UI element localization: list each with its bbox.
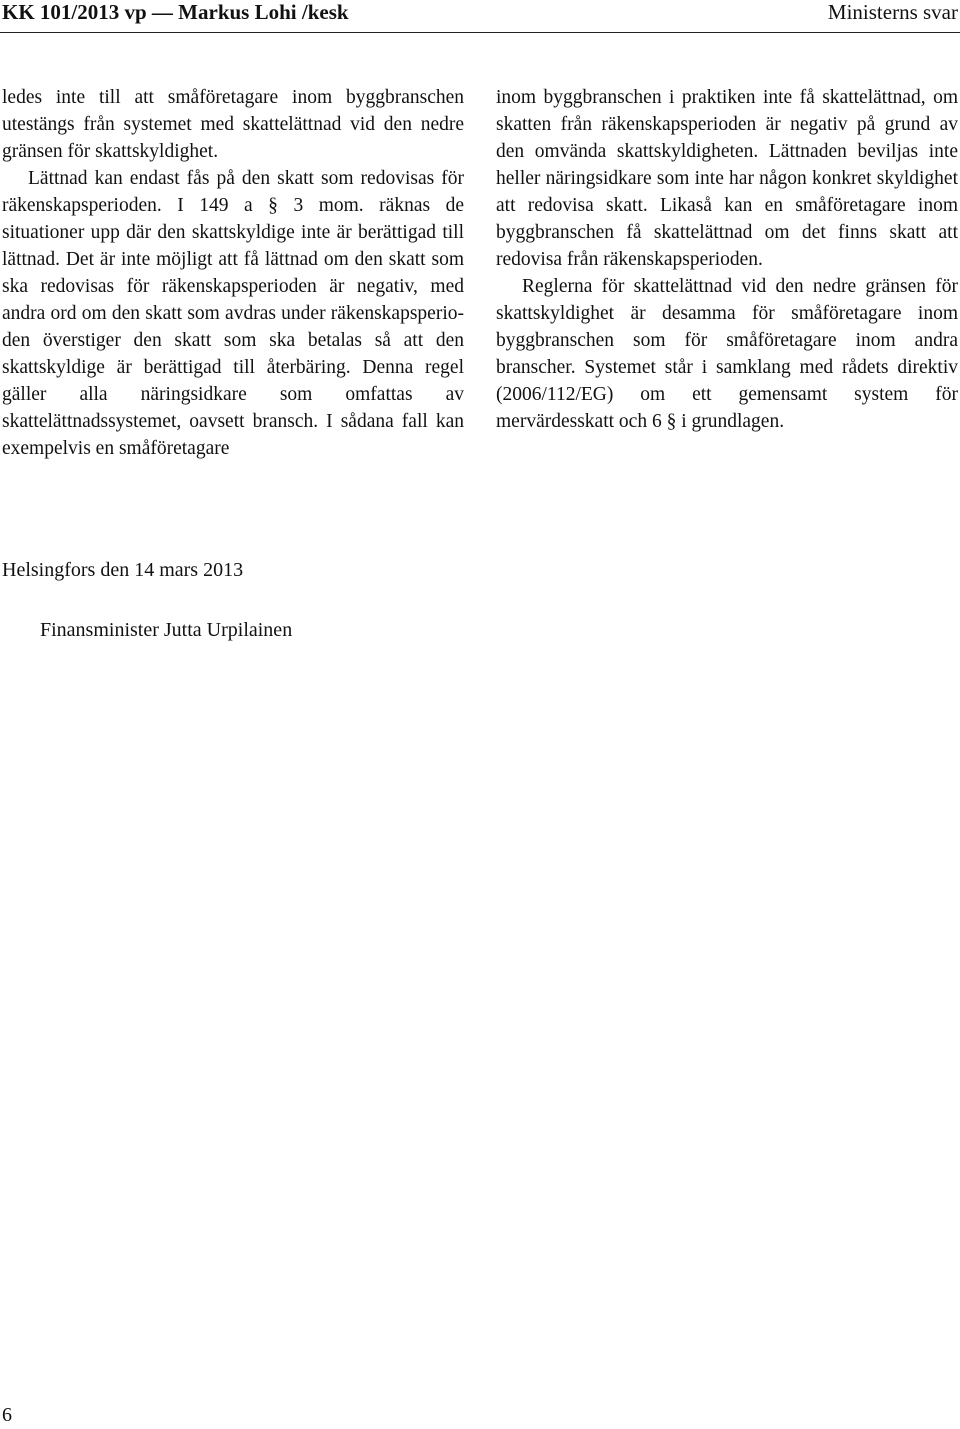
signature-block [2,556,292,644]
header-rule [0,32,960,33]
section-title: Ministerns svar [827,0,958,24]
left-paragraph-2: Lättnad kan endast fås på den skatt som redovisas för räkenskapsperioden. I 149 a § 3 mom. räknas de situationer upp där den skattskyldige inte är berättigad till lättnad. Det är inte möjligt att få lättnad om den skatt som ska redovisas för räkenskapsperioden är negativ, med andra ord om den skatt som avdras under räkenskapsperioden överstiger den skatt som ska betalas så att den skattskyldige är berättigad till återbäring. Denna regel gäller alla näringsidkare som omfattas av skattelättnadssystemet, oavsett bransch. I sådana fall kan exempelvis en småföretagare [2,168,464,459]
minister-signature: Finansminister Jutta Urpilainen [40,619,293,641]
place-and-date: Helsingfors den 14 mars 2013 [2,559,244,581]
right-column [496,84,958,435]
page-header [2,0,958,26]
page-number: 6 [2,1404,12,1426]
left-column [2,84,464,462]
right-paragraph-1: inom byggbranschen i praktiken inte få skattelättnad, om skatten från räkenskapsperioden är negativ på grund av den omvända skattskyldigheten. Lättnaden beviljas inte heller näringsidkare som inte har någon konkret skyldighet att redovisa skatt. Likaså kan en småföretagare inom byggbranschen få skattelättnad om det finns skatt att redovisa från räkenskapsperioden. [496,87,958,270]
document-reference: KK 101/2013 vp — Markus Lohi /kesk [2,0,349,24]
left-paragraph-1: ledes inte till att småföretagare inom byggbranschen utestängs från systemet med skattelättnad vid den nedre gränsen för skattskyldighet. [2,87,464,162]
right-paragraph-2: Reglerna för skattelättnad vid den nedre gränsen för skattskyldighet är desamma för småföretagare inom byggbranschen som för småföretagare inom andra branscher. Systemet står i samklang med rådets direktiv (2006/112/EG) om ett gemensamt system för mervärdesskatt och 6 § i grundlagen. [496,276,958,432]
